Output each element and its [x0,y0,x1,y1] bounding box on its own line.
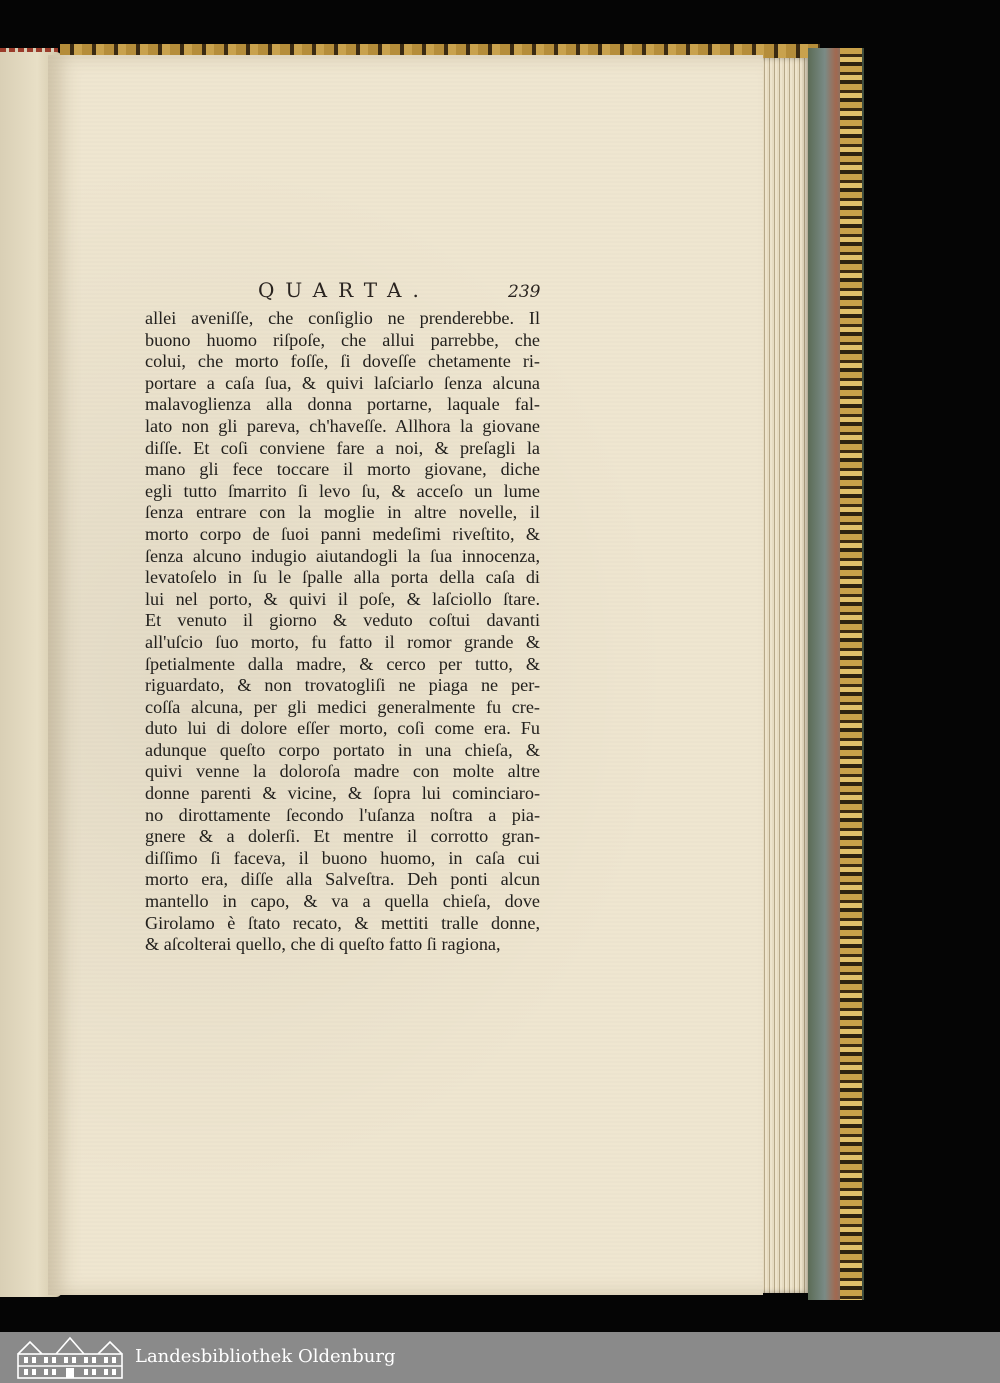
gilt-border [840,48,862,1300]
text-line: adunque queſto corpo portato in una chieſa, & [145,739,540,760]
text-line: quivi venne la doloroſa madre con molte altre [145,761,540,782]
text-line: malavoglienza alla donna portarne, laquale fal- [145,394,540,415]
text-line: mano gli fece toccare il morto giovane, diche [145,459,540,480]
text-line: gnere & a dolerſi. Et mentre il corrotto gran- [145,826,540,847]
text-line: lui nel porto, & quivi il poſe, & laſciollo ſtare. [145,588,540,609]
text-line: ſenza entrare con la moglie in altre novelle, il [145,502,540,523]
running-head: QUARTA. [258,278,430,302]
text-line: Et venuto il giorno & veduto coſtui davanti [145,610,540,631]
text-line: donne parenti & vicine, & ſopra lui cominciaro- [145,783,540,804]
text-line: mantello in capo, & va a quella chieſa, dove [145,891,540,912]
text-line: diſſe. Et coſi conviene fare a noi, & preſagli la [145,437,540,458]
text-line: riguardato, & non trovatogliſi ne piaga ne per- [145,675,540,696]
text-line: lato non gli pareva, ch'haveſſe. Allhora la giovane [145,415,540,436]
text-line: no dirottamente ſecondo l'uſanza noſtra a pia- [145,804,540,825]
text-line: all'uſcio ſuo morto, fu fatto il romor grande & [145,631,540,652]
text-line: diſſimo ſi faceva, il buono huomo, in caſa cui [145,847,540,868]
text-line: levatoſelo in ſu le ſpalle alla porta della caſa di [145,567,540,588]
text-line: buono huomo riſpoſe, che allui parrebbe, che [145,329,540,350]
text-line: coſſa alcuna, per gli medici generalmente fu cre- [145,696,540,717]
library-name: Landesbibliothek Oldenburg [135,1346,396,1367]
page-number: 239 [508,282,541,302]
text-line: & aſcolterai quello, che di queſto fatto ſi ragiona, [145,934,501,955]
text-line: colui, che morto foſſe, ſi doveſſe chetamente ri- [145,351,540,372]
library-building-icon [16,1336,124,1380]
body-text [145,308,540,956]
text-line: morto era, diſſe alla Salveſtra. Deh ponti alcun [145,869,540,890]
text-line: egli tutto ſmarrito ſi levo ſu, & acceſo un lume [145,480,540,501]
text-line: morto corpo de ſuoi panni medeſimi riveſtito, & [145,523,540,544]
text-line: ſenza alcuno indugio aiutandogli la ſua innocenza, [145,545,540,566]
text-line: Girolamo è ſtato recato, & mettiti tralle donne, [145,912,540,933]
text-line: portare a caſa ſua, & quivi laſciarlo ſenza alcuna [145,372,540,393]
text-line: duto lui di dolore eſſer morto, coſi come era. Fu [145,718,540,739]
text-line: allei aveniſſe, che conſiglio ne prenderebbe. Il [145,308,540,328]
text-line: ſpetialmente dalla madre, & cerco per tutto, & [145,653,540,674]
